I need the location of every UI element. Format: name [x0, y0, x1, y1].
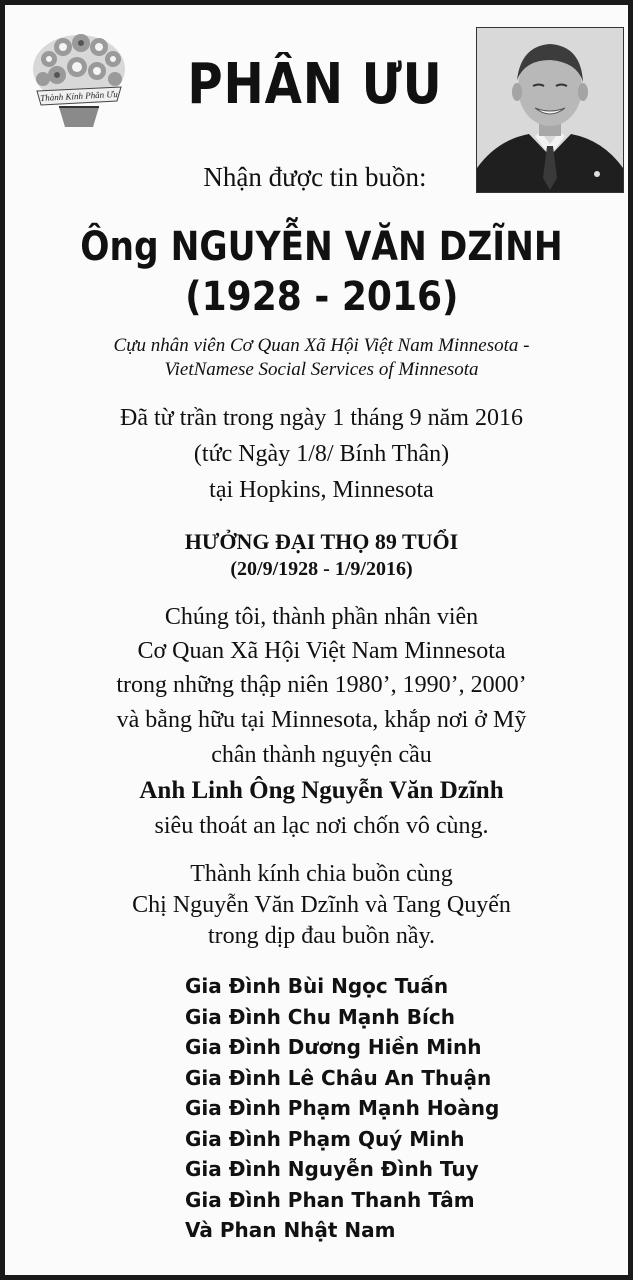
list-item: Gia Đình Dương Hiền Minh — [185, 1035, 482, 1059]
passing-place: tại Hopkins, Minnesota — [209, 477, 434, 503]
age-label: HƯỞNG ĐẠI THỌ 89 TUỔI — [184, 529, 459, 554]
prayer-end: siêu thoát an lạc nơi chốn vô cùng. — [154, 813, 489, 839]
condolence-line-1: Thành kính chia buồn cùng — [190, 861, 453, 887]
deceased-name: Ông NGUYỄN VĂN DZĨNH — [80, 224, 563, 270]
list-item: Gia Đình Chu Mạnh Bích — [185, 1004, 455, 1029]
portrait-photo — [476, 27, 624, 193]
list-item: Gia Đình Nguyễn Đình Tuy — [185, 1157, 479, 1181]
deceased-years: (1928 - 2016) — [184, 274, 459, 320]
condolence-line-2: Chị Nguyễn Văn Dzĩnh và Tang Quyến — [132, 892, 511, 918]
page-title: PHÂN ƯU — [187, 52, 443, 117]
list-item: Và Phan Nhật Nam — [185, 1218, 396, 1242]
condolence-line-3: trong dịp đau buồn nầy. — [207, 923, 436, 949]
list-item: Gia Đình Phạm Quý Minh — [185, 1126, 465, 1151]
passing-date: Đã từ trần trong ngày 1 tháng 9 năm 2016 — [120, 405, 523, 431]
family-list — [185, 971, 605, 1246]
soul-name: Anh Linh Ông Nguyễn Văn Dzĩnh — [139, 777, 504, 804]
passing-lunar-date: (tức Ngày 1/8/ Bính Thân) — [193, 441, 450, 467]
list-item: Gia Đình Phan Thanh Tâm — [185, 1187, 475, 1212]
message-line-1: Chúng tôi, thành phần nhân viên — [164, 604, 479, 630]
message-line-4: và bằng hữu tại Minnesota, khắp nơi ở Mỹ — [116, 707, 527, 733]
message-line-5: chân thành nguyện cầu — [211, 742, 432, 768]
svg-text:Thành Kính Phân Ưu: Thành Kính Phân Ưu — [39, 88, 118, 104]
affiliation-line-2: VietNamese Social Services of Minnesota — [164, 359, 479, 380]
message-line-2: Cơ Quan Xã Hội Việt Nam Minnesota — [137, 638, 506, 664]
age-dates: (20/9/1928 - 1/9/2016) — [230, 558, 413, 580]
message-line-3: trong những thập niên 1980’, 1990’, 2000’ — [116, 672, 527, 698]
list-item: Gia Đình Lê Châu An Thuận — [185, 1065, 492, 1090]
subtitle: Nhận được tin buồn: — [203, 162, 427, 192]
list-item: Gia Đình Bùi Ngọc Tuấn — [185, 974, 449, 998]
list-item: Gia Đình Phạm Mạnh Hoàng — [185, 1096, 500, 1120]
affiliation-line-1: Cựu nhân viên Cơ Quan Xã Hội Việt Nam Minnesota - — [113, 335, 530, 356]
person-icon — [477, 28, 623, 192]
flower-basket-icon — [29, 29, 129, 129]
